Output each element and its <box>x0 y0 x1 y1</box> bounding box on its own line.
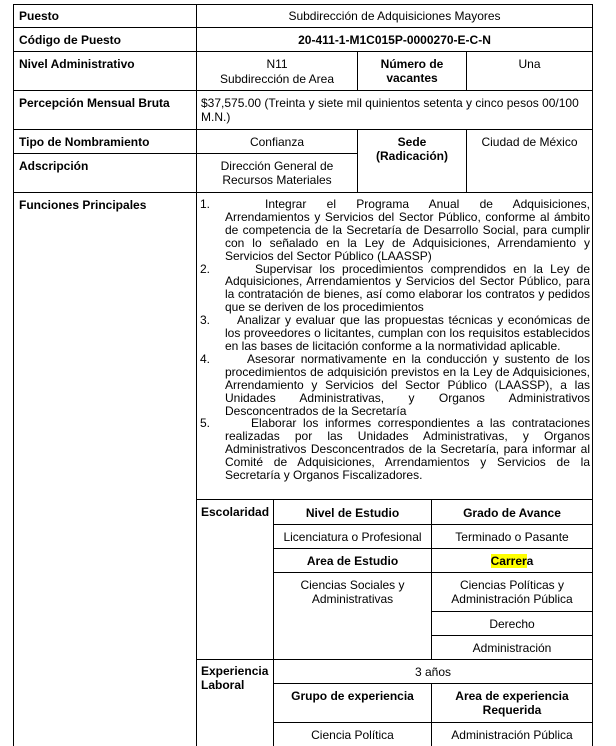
row-divider <box>13 90 593 91</box>
list-item-number: 3. <box>200 313 211 328</box>
nombramiento-value: Confianza <box>249 135 305 149</box>
grado-avance-value: Terminado o Pasante <box>455 530 569 544</box>
carrera-value: Derecho <box>489 617 535 631</box>
grupo-experiencia-value: Ciencia Política <box>311 728 394 742</box>
percepcion-value: $37,575.00 (Treinta y siete mil quinientos setenta y cinco pesos 00/100 M.N.) <box>201 96 579 124</box>
funciones-label: Funciones Principales <box>19 198 147 212</box>
carrera-value: Administración <box>472 641 552 655</box>
funciones-list <box>200 198 590 482</box>
puesto-label: Puesto <box>19 9 60 23</box>
list-item-text: Elaborar los informes correspondientes a las contrataciones realizadas por las Unidades Administrativas, y Organos Administrativos Desconcentrados de la Secretaría, para informar al Comité de Adquisiciones, Arrendamientos y Servicios de la Secretaría y Organos Fiscalizadores. <box>225 416 590 483</box>
list-item-number: 4. <box>200 351 211 366</box>
row-divider <box>273 524 593 525</box>
sede-value: Ciudad de México <box>481 135 578 149</box>
area-estudio-header: Area de Estudio <box>306 554 399 568</box>
col-divider <box>196 4 197 746</box>
nivel-label: Nivel Administrativo <box>19 57 135 71</box>
row-divider <box>273 722 593 723</box>
row-divider <box>13 192 593 193</box>
sede-label: Sede (Radicación) <box>375 135 448 163</box>
table-border-left <box>13 4 14 746</box>
list-item <box>200 314 590 353</box>
list-item-number: 5. <box>200 416 211 431</box>
codigo-label: Código de Puesto <box>19 33 121 47</box>
vacantes-value: Una <box>518 57 541 71</box>
experiencia-label: Experiencia Laboral <box>201 664 269 692</box>
list-item <box>200 263 590 315</box>
percepcion-label: Percepción Mensual Bruta <box>19 96 170 110</box>
list-item-text: Asesorar normativamente en la conducción y sustento de los procedimientos de adquisición previstos en la Ley de Adquisiciones, Arrendamiento y Servicios del Sector Público (LAASSP), a las Unidades Administrativas, y Organos Administrativos Desconcentrados de la Secretaría <box>225 351 590 418</box>
row-divider <box>273 572 593 573</box>
carrera-header-rest: a <box>526 554 534 568</box>
vacantes-label: Número de vacantes <box>380 57 444 85</box>
row-divider <box>13 129 593 130</box>
row-divider <box>431 635 593 636</box>
row-divider <box>196 659 593 660</box>
nombramiento-label: Tipo de Nombramiento <box>19 135 150 149</box>
row-divider <box>431 611 593 612</box>
row-divider <box>13 27 593 28</box>
table-border-top <box>13 4 593 5</box>
grado-avance-header: Grado de Avance <box>463 506 561 520</box>
carrera-header-highlight: Carrer <box>490 554 527 568</box>
carrera-header <box>432 554 592 568</box>
row-divider <box>273 548 593 549</box>
escolaridad-label: Escolaridad <box>201 505 270 519</box>
list-item-number: 2. <box>200 261 211 276</box>
list-item-number: 1. <box>200 197 211 211</box>
area-estudio-value: Ciencias Sociales y Administrativas <box>300 578 405 606</box>
list-item <box>200 198 590 263</box>
carrera-value: Ciencias Políticas y Administración Pública <box>451 578 573 606</box>
nivel-estudio-value: Licenciatura o Profesional <box>283 530 422 544</box>
list-item <box>200 353 590 418</box>
col-divider <box>357 129 358 192</box>
row-divider <box>13 51 593 52</box>
row-divider <box>196 499 593 500</box>
list-item-text: Supervisar los procedimientos comprendidos en la Ley de Adquisiciones, Arrendamientos y Servicios del Sector Público, para la contratación de bienes, así como elaborar los contratos y pedidos que se deriven de los procedimientos <box>225 261 590 315</box>
adscripcion-value: Dirección General de Recursos Materiales <box>220 159 334 187</box>
list-item-text: Analizar y evaluar que las propuestas técnicas y económicas de los proveedores o licitantes, cumplan con los requisitos establecidos en las bases de licitación conforme a la normatividad aplicable. <box>225 313 590 353</box>
nivel-estudio-header: Nivel de Estudio <box>305 506 400 520</box>
row-divider <box>273 683 593 684</box>
adscripcion-label: Adscripción <box>19 159 89 173</box>
area-experiencia-value: Administración Pública <box>451 728 573 742</box>
puesto-value: Subdirección de Adquisiciones Mayores <box>288 9 501 23</box>
experiencia-anios: 3 años <box>414 665 452 679</box>
codigo-value: 20-411-1-M1C015P-0000270-E-C-N <box>298 33 491 47</box>
col-divider <box>357 51 358 90</box>
row-divider <box>13 153 357 154</box>
area-experiencia-header: Area de experiencia Requerida <box>455 689 569 717</box>
nivel-code: N11 <box>266 57 288 71</box>
nivel-name: Subdirección de Area <box>219 72 335 86</box>
list-item-text: Integrar el Programa Anual de Adquisiciones, Arrendamientos y Servicios del Sector Público, conforme al ámbito de competencia de la Secretaría de Desarrollo Social, para cumplir con lo señalado en la Ley de Adquisiciones, Arrendamiento y Servicios del Sector Público (LAASSP) <box>225 197 590 263</box>
grupo-experiencia-header: Grupo de experiencia <box>291 689 414 703</box>
list-item <box>200 417 590 482</box>
